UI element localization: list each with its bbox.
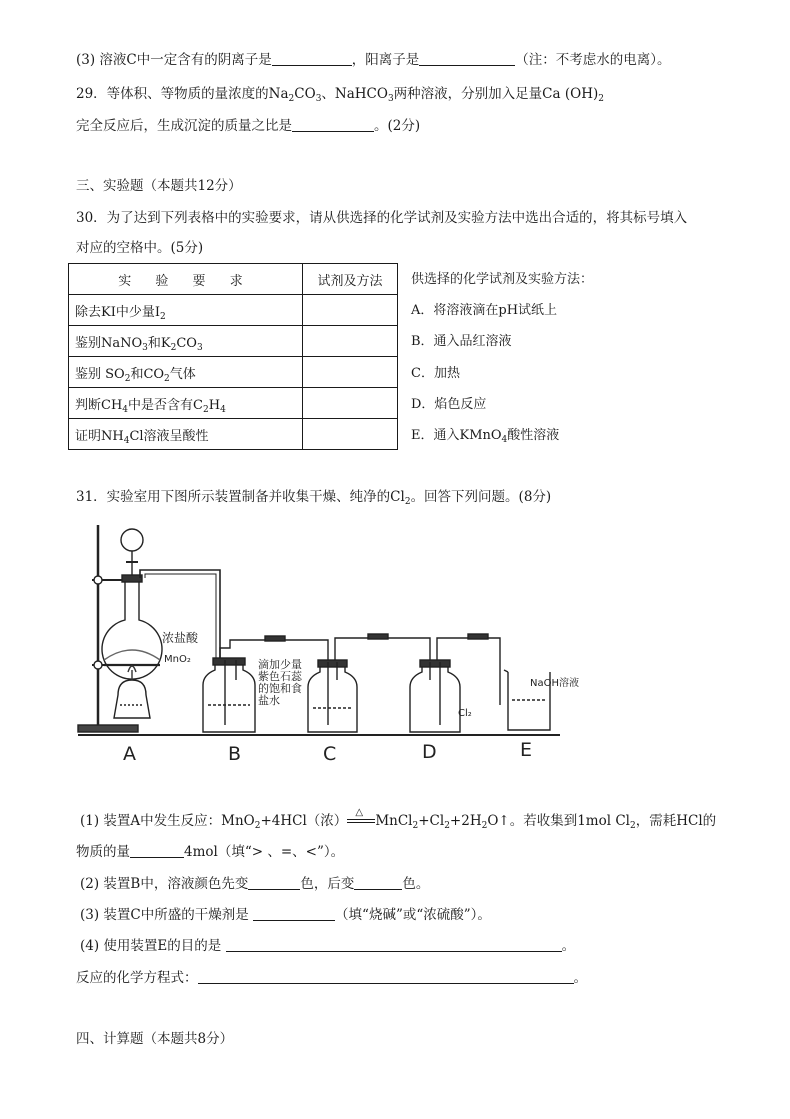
q29-line1: 29．等体积、等物质的量浓度的$Na_2CO_3$、NaHCO$_3$两种溶液，分别加入足量Ca $(OH)_2$ (76, 86, 604, 104)
bottle-d (410, 665, 460, 732)
q31-1-line1: (1) 装置A中发生反应：MnO$_2$+4HCl（浓） △ $MnCl_2+Cl_2+2H_2O↑$。若收集到1mol $Cl_2$，需耗HCl的 (80, 807, 717, 831)
b-label-line: 滴加少量 (258, 658, 302, 671)
apparatus-figure (70, 520, 579, 770)
cl2-label: Cl₂ (458, 708, 472, 719)
answer-blank[interactable] (198, 969, 574, 984)
table-row: 判断$CH_4$中是否含有$C_2H_4$ (69, 388, 398, 419)
answer-cell[interactable] (303, 295, 398, 326)
table-header-row (69, 264, 398, 295)
answer-cell[interactable] (303, 388, 398, 419)
q31-eq-line: 反应的化学方程式： 。 (76, 970, 587, 986)
table-row: 鉴别NaNO$_3$和$K_2CO_3$ (69, 326, 398, 357)
section-4-heading: 四、计算题（本题共8分） (76, 1031, 234, 1047)
apparatus-label-c: C (323, 743, 337, 765)
answer-blank[interactable] (253, 906, 335, 921)
answer-blank[interactable] (130, 843, 184, 858)
option-b: B．通入品红溶液 (411, 334, 512, 349)
q28-3-line: (3) 溶液C中一定含有的阴离子是 ，阳离子是 （注：不考虑水的电离）。 (76, 52, 671, 68)
bottle-c (308, 665, 357, 732)
answer-cell[interactable] (303, 419, 398, 450)
section-3-heading: 三、实验题（本题共12分） (76, 178, 242, 194)
q31-4-line: (4) 使用装置E的目的是 。 (80, 938, 576, 954)
stand-base (78, 725, 138, 732)
q31-heading: 31．实验室用下图所示装置制备并收集干燥、纯净的$Cl_2$。回答下列问题。(8分) (76, 489, 552, 507)
q30-line2: 对应的空格中。(5分) (76, 240, 204, 256)
b-label-line: 盐水 (258, 694, 280, 707)
apparatus-label-a: A (123, 743, 136, 765)
table-row: 证明$NH_4Cl$溶液呈酸性 (69, 419, 398, 450)
answer-cell[interactable] (303, 357, 398, 388)
q30-line1: 30．为了达到下列表格中的实验要求，请从供选择的化学试剂及实验方法中选出合适的，将其标号填入 (76, 210, 688, 226)
answer-blank[interactable] (354, 875, 402, 890)
table-row: 除去KI中少量$I_2$ (69, 295, 398, 326)
option-e: E．通入KMnO$_4$酸性溶液 (411, 428, 560, 445)
table-row: 鉴别 $SO_2$和$CO_2$气体 (69, 357, 398, 388)
q31-3-line: (3) 装置C中所盛的干燥剂是 （填“烧碱”或“浓硫酸”）。 (80, 907, 491, 923)
b-label-line: 紫色石蕊 (258, 670, 302, 683)
answer-blank[interactable] (272, 51, 352, 66)
option-a: A．将溶液滴在pH试纸上 (411, 303, 558, 318)
apparatus-label-d: D (422, 741, 437, 763)
separatory-funnel (121, 529, 143, 551)
q29-line2: 完全反应后，生成沉淀的质量之比是 。(2分) (76, 118, 421, 134)
bottle-b (203, 663, 255, 732)
experiment-table (68, 263, 398, 450)
answer-cell[interactable] (303, 326, 398, 357)
option-c: C．加热 (411, 366, 460, 381)
option-d: D．焰色反应 (411, 397, 487, 412)
answer-blank[interactable] (226, 937, 562, 952)
header-requirement: 实 验 要 求 (69, 264, 303, 295)
options-title: 供选择的化学试剂及实验方法： (411, 272, 594, 287)
apparatus-label-e: E (520, 739, 533, 761)
heating-equals-sign: △ (347, 812, 375, 826)
header-method: 试剂及方法 (303, 264, 398, 295)
b-label-line: 的饱和食 (258, 682, 302, 695)
naoh-label: NaOH溶液 (530, 678, 579, 689)
answer-blank[interactable] (292, 117, 374, 132)
acid-label: 浓盐酸 (162, 631, 199, 645)
mno2-label: MnO₂ (164, 654, 191, 665)
answer-blank[interactable] (419, 51, 515, 66)
apparatus-label-b: B (228, 743, 242, 765)
q31-2-line: (2) 装置B中，溶液颜色先变 色，后变 色。 (80, 876, 430, 892)
q31-1-line2: 物质的量 4mol（填“> 、=、<”）。 (76, 844, 345, 860)
alcohol-lamp (114, 680, 150, 718)
answer-blank[interactable] (248, 875, 300, 890)
